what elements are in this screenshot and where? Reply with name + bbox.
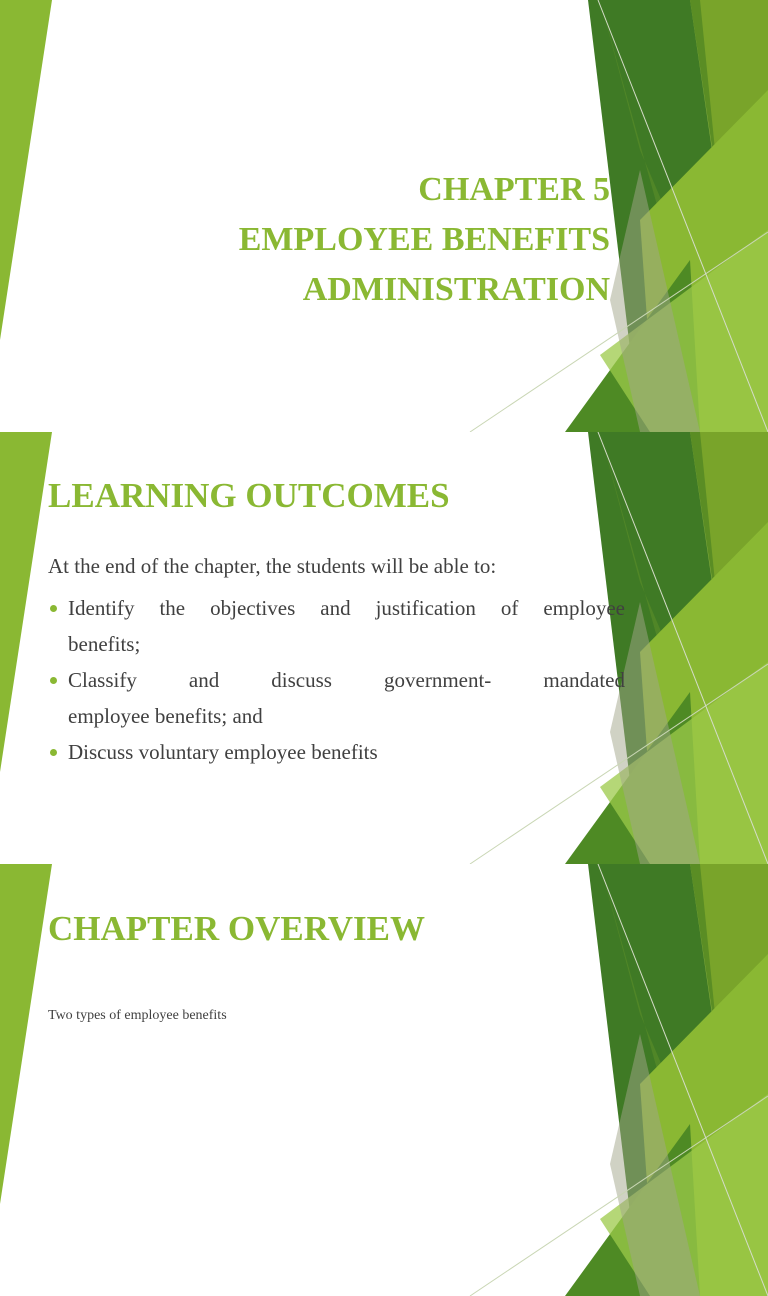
chapter-overview-slide bbox=[0, 864, 768, 1296]
bullet-icon bbox=[50, 605, 57, 612]
learning-outcomes-slide bbox=[0, 432, 768, 864]
title-slide bbox=[0, 0, 768, 432]
list-item bbox=[48, 734, 625, 770]
bullet-line-1: Discuss voluntary employee benefits bbox=[68, 740, 378, 764]
slide-heading: LEARNING OUTCOMES bbox=[48, 476, 450, 515]
chapter-title bbox=[239, 165, 610, 315]
overview-subtext: Two types of employee benefits bbox=[48, 1008, 227, 1023]
bullet-line-2: benefits; bbox=[68, 632, 141, 656]
bullet-line-1: Classify and discuss government- mandated bbox=[68, 668, 625, 692]
list-item bbox=[48, 590, 625, 662]
bullet-line-1: Identify the objectives and justification of employee bbox=[68, 596, 625, 620]
bullet-icon bbox=[50, 749, 57, 756]
bullet-line-2: employee benefits; and bbox=[68, 704, 263, 728]
title-line-1: CHAPTER 5 bbox=[418, 171, 610, 208]
slide-heading: CHAPTER OVERVIEW bbox=[48, 909, 426, 948]
title-line-3: ADMINISTRATION bbox=[302, 271, 610, 308]
bullet-icon bbox=[50, 677, 57, 684]
outcomes-list bbox=[48, 590, 625, 770]
intro-text: At the end of the chapter, the students will be able to: bbox=[48, 554, 497, 578]
title-line-2: EMPLOYEE BENEFITS bbox=[238, 221, 610, 258]
list-item bbox=[48, 662, 625, 734]
